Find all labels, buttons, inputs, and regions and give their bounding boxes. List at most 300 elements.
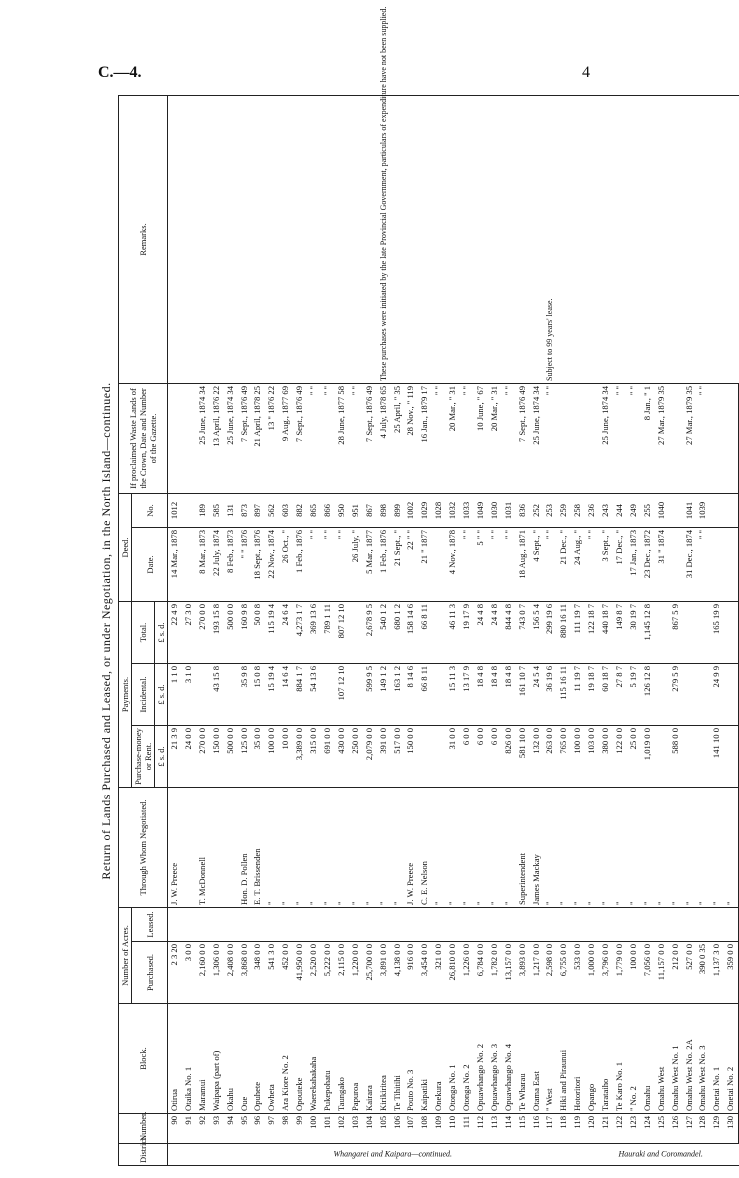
deed-no: 252 (530, 493, 544, 527)
row-number: 114 (502, 1114, 516, 1144)
incidental: 54 13 6 (307, 663, 321, 725)
total (696, 601, 710, 663)
incidental: 599 9 5 (363, 663, 377, 725)
header-total: Total. (132, 601, 155, 663)
purchase-money (418, 725, 432, 787)
incidental: 14 6 4 (279, 663, 293, 725)
acres-leased (182, 907, 196, 941)
negotiated-by: " (641, 787, 655, 907)
purchase-money: 25 0 0 (627, 725, 641, 787)
incidental: 3 1 0 (182, 663, 196, 725)
acres-leased (516, 907, 530, 941)
row-number: 106 (391, 1114, 405, 1144)
acres-purchased: 1,782 0 0 (488, 942, 502, 1004)
deed-date: " " (460, 527, 474, 601)
row-number: 130 (724, 1114, 738, 1144)
block-name: Otama East (530, 1004, 544, 1114)
purchase-money: 588 0 0 (669, 725, 683, 787)
purchase-money: 125 0 0 (238, 725, 252, 787)
acres-purchased: 5,222 0 0 (321, 942, 335, 1004)
incidental: 161 10 7 (516, 663, 530, 725)
acres-purchased: 1,000 0 0 (585, 942, 599, 1004)
deed-no (710, 493, 724, 527)
gazette: 20 Mar., " 31 (488, 383, 502, 493)
deed-no: 255 (641, 493, 655, 527)
total: 149 8 7 (613, 601, 627, 663)
total: 1,145 12 8 (641, 601, 655, 663)
block-name: Te Tihitihi (391, 1004, 405, 1114)
incidental: 36 19 6 (543, 663, 557, 725)
purchase-money: 21 3 9 (168, 725, 182, 787)
gazette: 25 June, 1874 34 (530, 383, 544, 493)
deed-no: 243 (599, 493, 613, 527)
header-incidental: Incidental. (132, 663, 155, 725)
acres-purchased: 1,226 0 0 (460, 942, 474, 1004)
negotiated-by: " (265, 787, 279, 907)
total: 369 13 6 (307, 601, 321, 663)
deed-date: 14 Mar., 1878 (168, 527, 182, 601)
row-number: 111 (460, 1114, 474, 1144)
deed-date: 22 " " (404, 527, 418, 601)
acres-purchased: 212 0 0 (669, 942, 683, 1004)
negotiated-by: " (293, 787, 307, 907)
gazette (724, 383, 738, 493)
purchase-money: 35 0 0 (251, 725, 265, 787)
purchase-money (696, 725, 710, 787)
deed-date: 31 " 1874 (655, 527, 669, 601)
acres-leased (349, 907, 363, 941)
gazette: 28 Nov., " 119 (404, 383, 418, 493)
negotiated-by (210, 787, 224, 907)
deed-date: 22 Nov., 1874 (265, 527, 279, 601)
row-number: 124 (641, 1114, 655, 1144)
row-number: 99 (293, 1114, 307, 1144)
negotiated-by: " (349, 787, 363, 907)
row-number: 105 (377, 1114, 391, 1144)
incidental: 8 14 6 (404, 663, 418, 725)
incidental: 115 16 11 (557, 663, 571, 725)
deed-no (669, 493, 683, 527)
acres-leased (613, 907, 627, 941)
deed-date: " " (307, 527, 321, 601)
total: 27 3 0 (182, 601, 196, 663)
deed-no: 950 (335, 493, 349, 527)
incidental (683, 663, 697, 725)
row-number: 126 (669, 1114, 683, 1144)
negotiated-by: " (585, 787, 599, 907)
negotiated-by: J. W. Preece (168, 787, 182, 907)
acres-leased (530, 907, 544, 941)
block-name: " West (543, 1004, 557, 1114)
header-lsd-purchase: £ s. d. (155, 725, 168, 787)
acres-leased (363, 907, 377, 941)
gazette: " " (627, 383, 641, 493)
block-name: Onetai No. 2 (724, 1004, 738, 1114)
remark-lease-subject: Subject to 99 years' lease. (543, 95, 738, 383)
deed-date: 24 Aug., " (571, 527, 585, 601)
gazette: 28 June, 1877 58 (335, 383, 349, 493)
gazette: 16 Jan., 1879 17 (418, 383, 432, 493)
deed-date: 17 Dec., " (613, 527, 627, 601)
deed-date: 4 Nov., 1878 (446, 527, 460, 601)
incidental: 126 12 8 (641, 663, 655, 725)
deed-date: 26 Oct., " (279, 527, 293, 601)
remarks-cell (446, 95, 543, 383)
acres-leased (210, 907, 224, 941)
deed-no: 1039 (696, 493, 710, 527)
deed-no: 898 (377, 493, 391, 527)
purchase-money: 6 0 0 (460, 725, 474, 787)
incidental: 60 18 7 (599, 663, 613, 725)
acres-leased (251, 907, 265, 941)
acres-leased (321, 907, 335, 941)
gazette (557, 383, 571, 493)
header-lsd-incidental: £ s. d. (155, 663, 168, 725)
gazette (168, 383, 182, 493)
incidental: 24 9 9 (710, 663, 724, 725)
table-body (168, 6, 739, 1165)
purchase-money: 24 0 0 (182, 725, 196, 787)
purchase-money: 6 0 0 (474, 725, 488, 787)
table-row (543, 95, 557, 1165)
gazette: 7 Sept., 1876 49 (293, 383, 307, 493)
negotiated-by: T. McDonnell (196, 787, 210, 907)
acres-leased (571, 907, 585, 941)
total: 156 5 4 (530, 601, 544, 663)
deed-date: 8 Feb., 1873 (224, 527, 238, 601)
deed-no: 1002 (404, 493, 418, 527)
block-name: Otonga No. 2 (460, 1004, 474, 1114)
incidental (321, 663, 335, 725)
acres-purchased: 1,306 0 0 (210, 942, 224, 1004)
acres-leased (293, 907, 307, 941)
acres-leased (696, 907, 710, 941)
acres-purchased: 541 3 0 (265, 942, 279, 1004)
acres-leased (446, 907, 460, 941)
negotiated-by: " (432, 787, 446, 907)
total: 24 4 8 (488, 601, 502, 663)
negotiated-by: " (655, 787, 669, 907)
acres-purchased: 359 0 0 (724, 942, 738, 1004)
total: 160 9 8 (238, 601, 252, 663)
deed-no: 1049 (474, 493, 488, 527)
deed-date: " " (488, 527, 502, 601)
header-deed: Deed. (119, 493, 132, 601)
deed-no (182, 493, 196, 527)
acres-leased (669, 907, 683, 941)
table-row (168, 95, 182, 1165)
acres-purchased: 11,157 0 0 (655, 942, 669, 1004)
header-leased: Leased. (132, 907, 168, 941)
block-name: Ara Kiore No. 2 (279, 1004, 293, 1114)
total: 115 19 4 (265, 601, 279, 663)
incidental: 163 1 2 (391, 663, 405, 725)
block-name: Te Karo No. 1 (613, 1004, 627, 1114)
gazette: 9 Aug., 1877 69 (279, 383, 293, 493)
negotiated-by: Superintendent (516, 787, 530, 907)
total: 193 15 8 (210, 601, 224, 663)
row-number: 95 (238, 1114, 252, 1144)
header-block: Block. (119, 1004, 168, 1114)
total: 165 19 9 (710, 601, 724, 663)
acres-leased (196, 907, 210, 941)
purchase-money: 765 0 0 (557, 725, 571, 787)
negotiated-by: " (488, 787, 502, 907)
negotiated-by: " (307, 787, 321, 907)
block-name: Okahu (224, 1004, 238, 1114)
gazette: 21 April, 1878 25 (251, 383, 265, 493)
incidental: 18 4 8 (502, 663, 516, 725)
gazette: 10 June, " 67 (474, 383, 488, 493)
total: 867 5 9 (669, 601, 683, 663)
negotiated-by: " (474, 787, 488, 907)
negotiated-by: " (335, 787, 349, 907)
header-no: No. (132, 493, 168, 527)
negotiated-by: " (669, 787, 683, 907)
purchase-money (655, 725, 669, 787)
remarks-cell (168, 95, 377, 383)
row-number: 128 (696, 1114, 710, 1144)
deed-no: 1028 (432, 493, 446, 527)
gazette: 13 " 1876 22 (265, 383, 279, 493)
negotiated-by (224, 787, 238, 907)
deed-no: 249 (627, 493, 641, 527)
purchase-money: 270 0 0 (196, 725, 210, 787)
total: 2,678 9 5 (363, 601, 377, 663)
block-name: Hotoritori (571, 1004, 585, 1114)
total: 880 16 11 (557, 601, 571, 663)
incidental (349, 663, 363, 725)
deed-date: " " (696, 527, 710, 601)
row-number: 94 (224, 1114, 238, 1144)
deed-date: 23 Dec., 1872 (641, 527, 655, 601)
total: 50 0 8 (251, 601, 265, 663)
negotiated-by: " (279, 787, 293, 907)
row-number: 116 (530, 1114, 544, 1144)
incidental: 18 4 8 (488, 663, 502, 725)
purchase-money: 517 0 0 (391, 725, 405, 787)
negotiated-by: C. E. Nelson (418, 787, 432, 907)
header-district: District. (119, 1144, 168, 1166)
deed-date: 18 Sept., 1876 (251, 527, 265, 601)
block-name: " No. 2 (627, 1004, 641, 1114)
gazette: 7 Sept., 1876 49 (516, 383, 530, 493)
deed-no: 1012 (168, 493, 182, 527)
total (724, 601, 738, 663)
deed-date (710, 527, 724, 601)
block-name: Maramui (196, 1004, 210, 1114)
total: 299 19 6 (543, 601, 557, 663)
block-name: Taungako (335, 1004, 349, 1114)
negotiated-by: " (683, 787, 697, 907)
row-number: 123 (627, 1114, 641, 1144)
purchase-money: 100 0 0 (265, 725, 279, 787)
deed-no: 253 (543, 493, 557, 527)
block-name: Otirua (168, 1004, 182, 1114)
acres-leased (557, 907, 571, 941)
block-name: Opouteke (293, 1004, 307, 1114)
negotiated-by: " (502, 787, 516, 907)
deed-no: 866 (321, 493, 335, 527)
acres-leased (460, 907, 474, 941)
row-number: 101 (321, 1114, 335, 1144)
deed-date: 17 Jan., 1873 (627, 527, 641, 601)
row-number: 118 (557, 1114, 571, 1144)
block-name: Opuawhango No. 4 (502, 1004, 516, 1114)
gazette: 20 Mar., " 31 (446, 383, 460, 493)
purchase-money: 103 0 0 (585, 725, 599, 787)
acres-purchased: 3,796 0 0 (599, 942, 613, 1004)
purchase-money (683, 725, 697, 787)
total: 122 18 7 (585, 601, 599, 663)
deed-no: 585 (210, 493, 224, 527)
acres-leased (377, 907, 391, 941)
gazette (585, 383, 599, 493)
acres-purchased: 2,520 0 0 (307, 942, 321, 1004)
acres-purchased: 13,157 0 0 (502, 942, 516, 1004)
purchase-money: 141 10 0 (710, 725, 724, 787)
total: 19 17 9 (460, 601, 474, 663)
deed-no: 259 (557, 493, 571, 527)
acres-leased (168, 907, 182, 941)
block-name: Kirikiritea (377, 1004, 391, 1114)
block-name: Oue (238, 1004, 252, 1114)
row-number: 109 (432, 1114, 446, 1144)
block-name: Omahu West No. 3 (696, 1004, 710, 1114)
gazette: 25 June, 1874 34 (599, 383, 613, 493)
incidental (432, 663, 446, 725)
incidental (655, 663, 669, 725)
gazette: 27 Mar., 1879 35 (683, 383, 697, 493)
deed-date: 3 Sept., " (599, 527, 613, 601)
total: 540 1 2 (377, 601, 391, 663)
deed-date: 4 Sept., " (530, 527, 544, 601)
acres-purchased: 2,115 0 0 (335, 942, 349, 1004)
deed-date: 1 Feb., 1876 (377, 527, 391, 601)
row-number: 97 (265, 1114, 279, 1144)
purchase-money: 2,079 0 0 (363, 725, 377, 787)
acres-purchased: 6,784 0 0 (474, 942, 488, 1004)
deed-date: 21 Dec., " (557, 527, 571, 601)
block-name: Opuawhango No. 3 (488, 1004, 502, 1114)
gazette: 25 June, 1874 34 (224, 383, 238, 493)
acres-leased (474, 907, 488, 941)
page-number: 4 (582, 64, 590, 81)
gazette: 7 Sept., 1876 49 (363, 383, 377, 493)
gazette: " " (543, 383, 557, 493)
total: 158 14 6 (404, 601, 418, 663)
deed-no: 189 (196, 493, 210, 527)
purchase-money: 31 0 0 (446, 725, 460, 787)
acres-purchased: 348 0 0 (251, 942, 265, 1004)
deed-no: 603 (279, 493, 293, 527)
purchase-money (724, 725, 738, 787)
incidental: 884 1 7 (293, 663, 307, 725)
acres-leased (279, 907, 293, 941)
row-number: 91 (182, 1114, 196, 1144)
header-remarks: Remarks. (119, 95, 168, 383)
district-name: Hauraki and Coromandel. (618, 1149, 704, 1159)
acres-purchased: 100 0 0 (627, 942, 641, 1004)
gazette (710, 383, 724, 493)
acres-leased (265, 907, 279, 941)
district-cell (168, 1144, 516, 1166)
deed-no: 258 (571, 493, 585, 527)
row-number: 115 (516, 1114, 530, 1144)
total: 22 4 9 (168, 601, 182, 663)
header-acres: Number of Acres. (119, 907, 132, 1003)
acres-leased (627, 907, 641, 941)
block-name: Tarataiho (599, 1004, 613, 1114)
row-number: 113 (488, 1114, 502, 1144)
total: 440 18 7 (599, 601, 613, 663)
gazette: " " (613, 383, 627, 493)
row-number: 120 (585, 1114, 599, 1144)
purchase-money: 263 0 0 (543, 725, 557, 787)
total: 789 1 11 (321, 601, 335, 663)
row-number: 110 (446, 1114, 460, 1144)
total: 24 4 8 (474, 601, 488, 663)
acres-leased (391, 907, 405, 941)
deed-date: " " (321, 527, 335, 601)
deed-no: 867 (363, 493, 377, 527)
negotiated-by: " (446, 787, 460, 907)
deed-no: 1041 (683, 493, 697, 527)
negotiated-by: E. T. Brissenden (251, 787, 265, 907)
district-name: Whangarei and Kaipara—continued. (333, 1149, 452, 1159)
block-name: Opuawhango No. 2 (474, 1004, 488, 1114)
acres-purchased: 1,217 0 0 (530, 942, 544, 1004)
row-number: 98 (279, 1114, 293, 1144)
row-number: 90 (168, 1114, 182, 1144)
deed-date: 1 Feb., 1876 (293, 527, 307, 601)
incidental: 15 11 3 (446, 663, 460, 725)
row-number: 122 (613, 1114, 627, 1144)
deed-no: 897 (251, 493, 265, 527)
header-gazette: If proclaimed Waste Lands of the Crown, Date and Number of the Gazette. (119, 383, 168, 493)
deed-no: 1032 (446, 493, 460, 527)
total: 66 8 11 (418, 601, 432, 663)
acres-leased (404, 907, 418, 941)
acres-purchased: 533 0 0 (571, 942, 585, 1004)
purchase-money (432, 725, 446, 787)
deed-date: 31 Dec., 1874 (683, 527, 697, 601)
page-code: C.—4. (98, 64, 142, 81)
total (655, 601, 669, 663)
purchase-money: 691 0 0 (321, 725, 335, 787)
page-header (0, 64, 700, 84)
block-name: Owheta (265, 1004, 279, 1114)
deed-date: 22 July, 1874 (210, 527, 224, 601)
block-name: Omahu West (655, 1004, 669, 1114)
acres-leased (238, 907, 252, 941)
incidental: 15 0 8 (251, 663, 265, 725)
row-number: 127 (683, 1114, 697, 1144)
row-number: 117 (543, 1114, 557, 1144)
table-row (377, 95, 391, 1165)
acres-purchased: 452 0 0 (279, 942, 293, 1004)
incidental: 19 18 7 (585, 663, 599, 725)
row-number: 112 (474, 1114, 488, 1144)
header-purchased: Purchased. (132, 942, 168, 1004)
block-name: Otonga No. 1 (446, 1004, 460, 1114)
acres-leased (710, 907, 724, 941)
gazette: 8 Jan., " 1 (641, 383, 655, 493)
deed-no: 865 (307, 493, 321, 527)
header-number: Number. (119, 1114, 168, 1144)
deed-date: " " 1876 (238, 527, 252, 601)
deed-date (182, 527, 196, 601)
